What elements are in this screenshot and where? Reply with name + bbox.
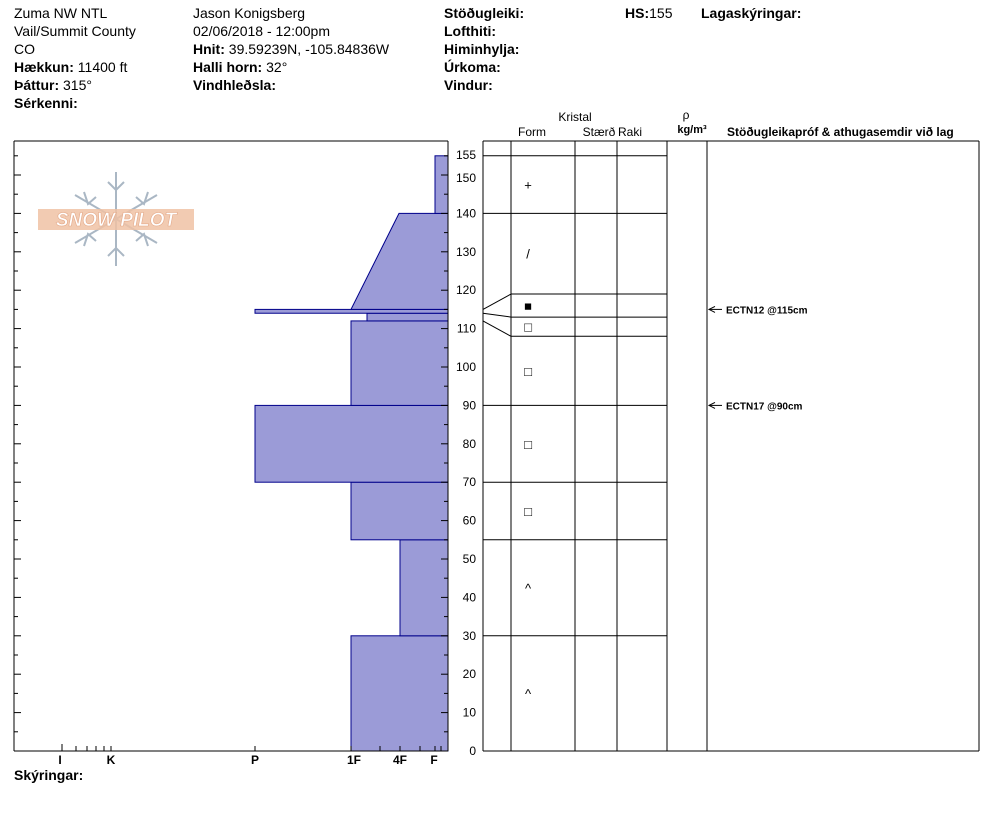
sky-label: Himinhylja: [444, 41, 520, 57]
hs-value: 155 [649, 5, 673, 21]
depth-tick-label: 90 [462, 398, 476, 413]
grain-form-symbol: □ [524, 436, 532, 452]
area-name: Vail/Summit County [14, 23, 136, 39]
depth-tick-label: 20 [462, 667, 476, 682]
hardness-tick-label: I [58, 753, 62, 767]
depth-tick-label: 50 [462, 552, 476, 566]
depth-tick-label: 80 [462, 436, 476, 451]
air-temp-label: Lofthiti: [444, 23, 497, 39]
hardness-tick-label: P [250, 753, 260, 767]
layer-connector-line [483, 313, 511, 317]
layer-notes-label: Lagaskýringar: [701, 5, 802, 21]
grain-form-symbol: ■ [524, 298, 532, 314]
depth-tick-label: 130 [455, 244, 476, 259]
hardness-bar [351, 213, 448, 309]
rho-header: ρ [682, 108, 690, 122]
depth-tick-label: 60 [462, 513, 476, 528]
grain-form-symbol: □ [524, 363, 532, 379]
depth-tick-label: 110 [456, 321, 476, 336]
elevation-label: Hækkun: [14, 59, 74, 75]
depth-tick-label: 0 [469, 744, 476, 758]
stability-header: Stöðugleikapróf & athugasemdir við lag [727, 125, 954, 139]
hardness-tick-label: 4F [392, 753, 408, 767]
depth-tick-label: 40 [462, 590, 476, 605]
grain-form-symbol: ^ [524, 580, 532, 596]
hardness-bar [351, 482, 448, 540]
hs-label: HS: [625, 5, 650, 21]
location-name: Zuma NW NTL [14, 5, 108, 21]
hardness-tick-label: K [106, 753, 116, 767]
aspect-label: Þáttur: [14, 77, 60, 93]
crystal-header: Kristal [558, 110, 592, 124]
coords-value: 39.59239N, -105.84836W [228, 41, 390, 57]
hardness-bar [351, 636, 448, 751]
stability-test-label: ECTN17 @90cm [726, 401, 803, 413]
hardness-bar [255, 405, 448, 482]
depth-tick-label: 140 [455, 206, 476, 221]
hardness-bar [367, 313, 448, 321]
precip-label: Úrkoma: [444, 59, 501, 75]
features-label: Sérkenni: [14, 95, 78, 111]
grain-form-symbol: ^ [524, 686, 532, 702]
depth-tick-label: 10 [462, 705, 476, 720]
layer-connector-line [483, 294, 511, 309]
depth-tick-label: 30 [462, 628, 476, 643]
hardness-bar [351, 321, 448, 405]
observer-name: Jason Konigsberg [193, 5, 306, 21]
notes-label: Skýringar: [14, 767, 84, 783]
layer-table [483, 141, 979, 751]
depth-tick-label: 155 [455, 147, 476, 162]
grain-form-symbol: / [526, 246, 530, 262]
form-header: Form [518, 125, 546, 139]
wind-loading-label: Vindhleðsla: [193, 77, 276, 93]
aspect-value: 315° [63, 77, 92, 93]
density-unit-header: kg/m³ [677, 124, 707, 136]
stability-label: Stöðugleiki: [444, 5, 525, 21]
moisture-header: Raki [617, 125, 643, 139]
layer-connector-line [483, 321, 511, 336]
depth-tick-label: 150 [455, 171, 476, 185]
wind-label: Vindur: [444, 77, 493, 93]
depth-tick-label: 100 [455, 360, 476, 374]
hardness-tick-label: F [430, 753, 438, 767]
hardness-profile [255, 156, 448, 751]
size-header: Stærð [582, 125, 616, 139]
state-name: CO [14, 41, 35, 57]
slope-value: 32° [266, 59, 288, 75]
depth-tick-label: 120 [455, 283, 476, 298]
hardness-bar [400, 540, 448, 636]
hardness-bar [255, 309, 448, 313]
logo-text: SNOW PILOT [55, 210, 177, 231]
slope-label: Halli horn: [193, 59, 263, 75]
hardness-bar [435, 156, 448, 214]
observation-datetime: 02/06/2018 - 12:00pm [193, 23, 330, 39]
coords-label: Hnit: [193, 41, 225, 57]
grain-form-symbol: + [524, 177, 532, 193]
elevation-value: 11400 ft [77, 59, 128, 75]
stability-test-label: ECTN12 @115cm [726, 305, 808, 317]
grain-form-symbol: □ [524, 319, 532, 335]
hardness-tick-label: 1F [346, 753, 362, 767]
grain-form-symbol: □ [524, 504, 532, 519]
depth-tick-label: 70 [462, 475, 476, 490]
